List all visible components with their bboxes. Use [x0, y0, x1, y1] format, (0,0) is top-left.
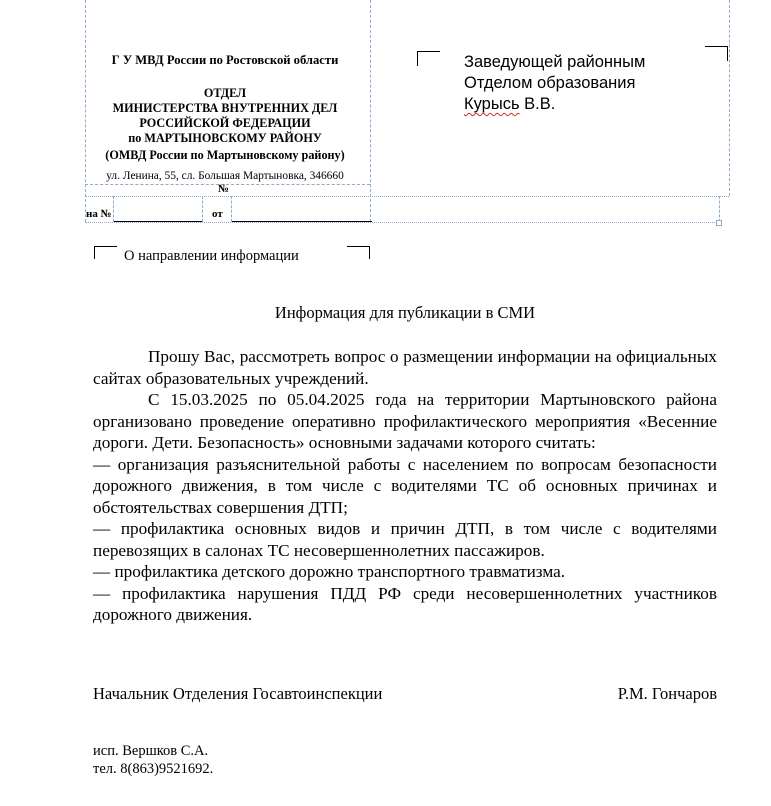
table-gridline — [113, 196, 114, 222]
table-gridline — [729, 0, 730, 196]
task-item: — профилактика детского дорожно транспортного травматизма. — [93, 562, 566, 581]
reply-number-field[interactable] — [114, 221, 202, 222]
table-resize-handle[interactable] — [716, 220, 722, 226]
task-item: — профилактика нарушения ПДД РФ среди несовершеннолетних участников дорожного движения. — [93, 583, 717, 624]
executor-block — [93, 742, 213, 778]
table-gridline — [85, 196, 729, 197]
addressee-initials: В.В. — [519, 95, 556, 113]
authority-name: Г У МВД России по Ростовской области — [111, 53, 339, 67]
department-line: РОССИЙСКОЙ ФЕДЕРАЦИИ — [139, 116, 311, 130]
reply-to-label: на № — [86, 208, 112, 220]
executor-name: исп. Вершков С.А. — [93, 743, 209, 759]
letter-subject: О направлении информации — [124, 248, 299, 264]
subject-corner-mark — [347, 246, 370, 259]
table-gridline — [370, 0, 371, 222]
addressee-corner-mark — [705, 46, 728, 61]
addressee-line: Отделом образования — [464, 74, 636, 92]
addressee-surname: Курысь — [464, 95, 520, 113]
addressee-line — [464, 94, 645, 115]
department-line: (ОМВД России по Мартыновскому району) — [105, 148, 345, 162]
table-gridline — [231, 196, 232, 222]
body-paragraph: С 15.03.2025 по 05.04.2025 года на территории Мартыновского района организовано проведение оперативно профилактического мероприятия «Весенние дороги. Дети. Безопасность» основными задачами которого считать: — [93, 390, 717, 452]
number-label: № — [218, 183, 230, 195]
task-item: — профилактика основных видов и причин ДТП, в том числе с водителями перевозящих в салонах ТС несовершеннолетних пассажиров. — [93, 519, 717, 560]
subject-corner-mark — [94, 246, 117, 259]
date-from-label: от — [212, 208, 223, 220]
signatory-position: Начальник Отделения Госавтоинспекции — [93, 684, 383, 703]
department-line: по МАРТЫНОВСКОМУ РАЙОНУ — [128, 131, 322, 145]
body-paragraph: Прошу Вас, рассмотреть вопрос о размещении информации на официальных сайтах образовательных учреждений. — [93, 347, 717, 388]
sender-address: ул. Ленина, 55, сл. Большая Мартыновка, 346660 — [106, 170, 344, 182]
executor-phone: тел. 8(863)9521692. — [93, 761, 214, 777]
signatory-name: Р.М. Гончаров — [617, 684, 717, 703]
department-line: МИНИСТЕРСТВА ВНУТРЕННИХ ДЕЛ — [112, 101, 338, 115]
letter-body — [93, 346, 717, 626]
reply-date-field[interactable] — [232, 221, 372, 222]
table-gridline — [202, 196, 203, 222]
addressee-corner-mark — [417, 51, 440, 66]
table-gridline — [719, 196, 720, 222]
task-item: — организация разъяснительной работы с населением по вопросам безопасности дорожного движения, в том числе с водителями ТС об основных причинах и обстоятельствах совершения ДТП; — [93, 454, 717, 517]
addressee-line: Заведующей районным — [464, 53, 646, 71]
table-gridline — [85, 222, 719, 223]
department-line: ОТДЕЛ — [203, 86, 247, 100]
addressee-block — [464, 52, 645, 115]
document-heading: Информация для публикации в СМИ — [274, 303, 536, 322]
